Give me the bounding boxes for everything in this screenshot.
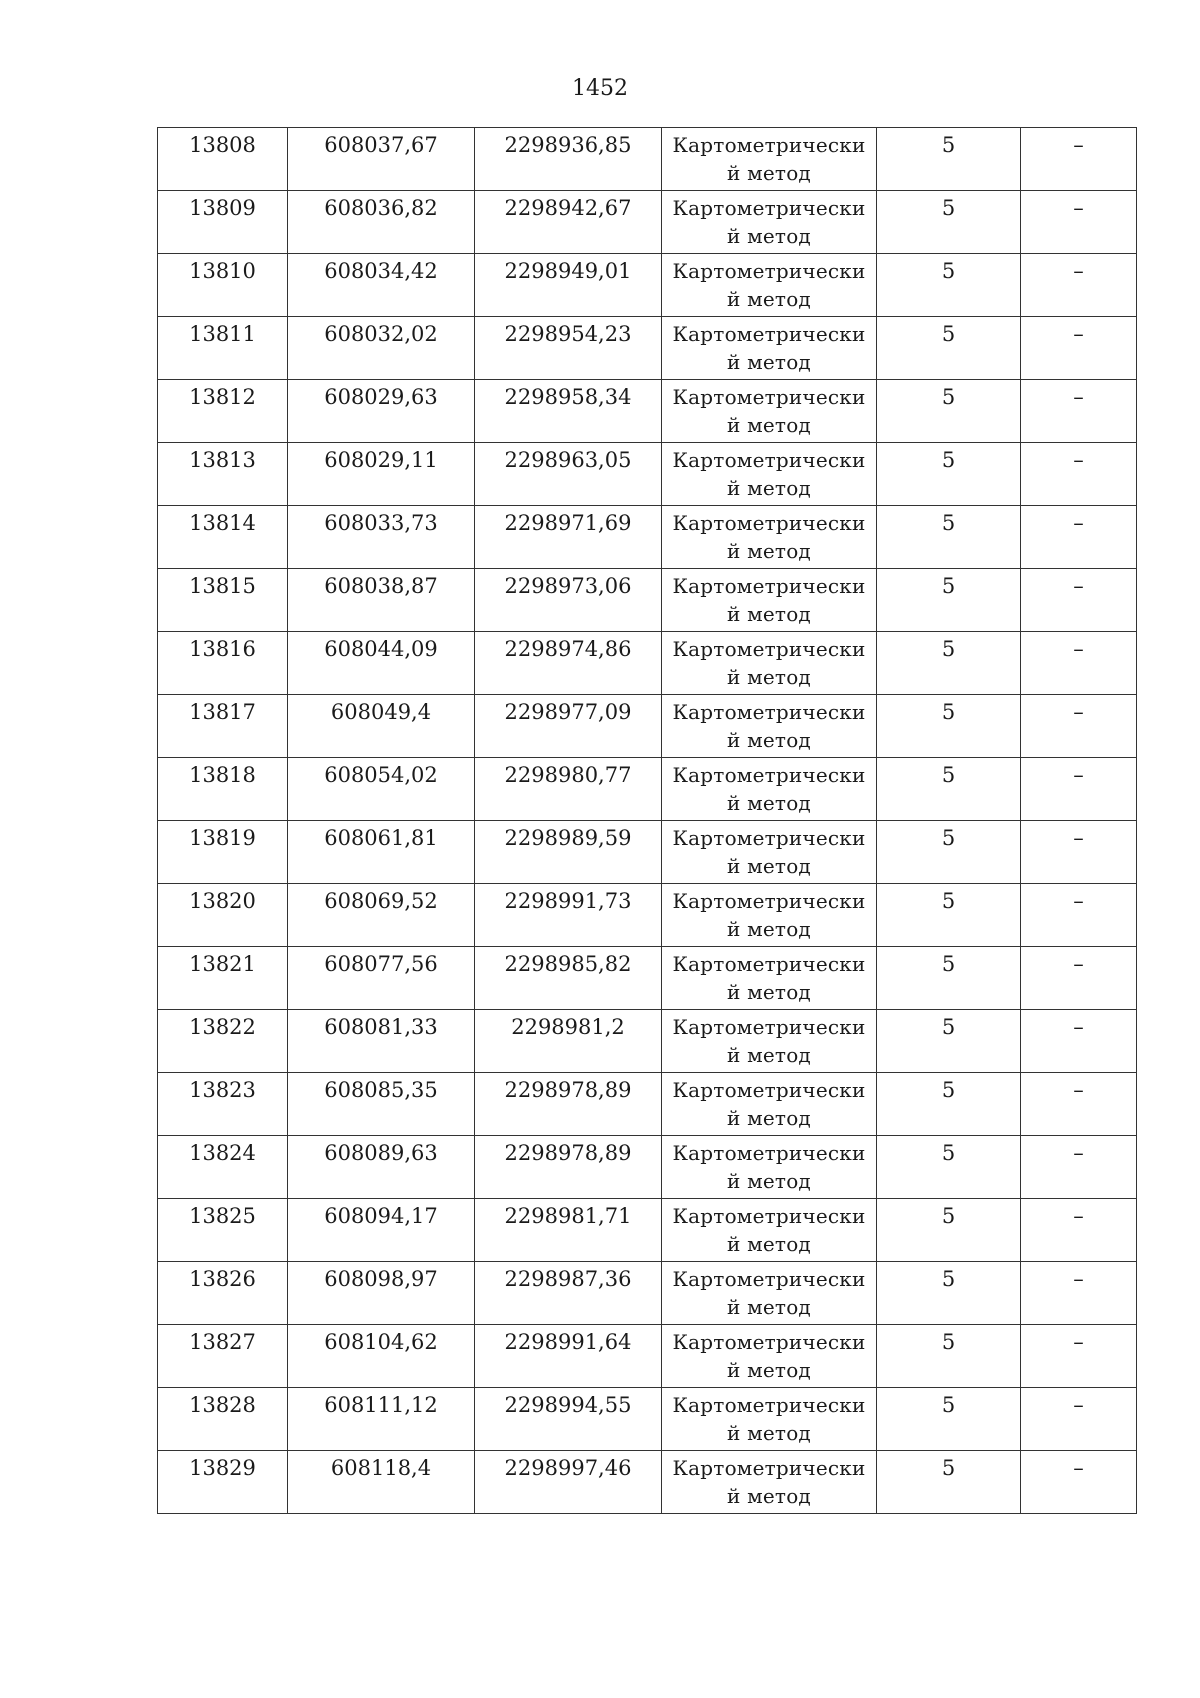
method-text-line2: й метод <box>727 350 811 374</box>
x-coordinate-cell: 608077,56 <box>288 947 475 1010</box>
y-coordinate-cell: 2298980,77 <box>475 758 662 821</box>
table-row <box>158 884 1137 947</box>
accuracy-cell: 5 <box>877 443 1021 506</box>
method-text-line2: й метод <box>727 980 811 1004</box>
method-text-line2: й метод <box>727 1358 811 1382</box>
method-text-line1: Картометрически <box>672 889 866 913</box>
method-text-line2: й метод <box>727 1232 811 1256</box>
x-coordinate-cell: 608029,11 <box>288 443 475 506</box>
table-row <box>158 506 1137 569</box>
point-number-cell: 13810 <box>158 254 288 317</box>
note-cell: – <box>1021 1136 1137 1199</box>
point-number-cell: 13822 <box>158 1010 288 1073</box>
method-text-line1: Картометрически <box>672 1330 866 1354</box>
table-row <box>158 947 1137 1010</box>
method-cell <box>662 254 877 317</box>
y-coordinate-cell: 2298971,69 <box>475 506 662 569</box>
method-cell <box>662 191 877 254</box>
x-coordinate-cell: 608033,73 <box>288 506 475 569</box>
y-coordinate-cell: 2298987,36 <box>475 1262 662 1325</box>
point-number-cell: 13823 <box>158 1073 288 1136</box>
accuracy-cell: 5 <box>877 191 1021 254</box>
x-coordinate-cell: 608094,17 <box>288 1199 475 1262</box>
x-coordinate-cell: 608085,35 <box>288 1073 475 1136</box>
point-number-cell: 13821 <box>158 947 288 1010</box>
method-text-line1: Картометрически <box>672 511 866 535</box>
note-cell: – <box>1021 632 1137 695</box>
accuracy-cell: 5 <box>877 1010 1021 1073</box>
x-coordinate-cell: 608044,09 <box>288 632 475 695</box>
method-cell <box>662 317 877 380</box>
point-number-cell: 13828 <box>158 1388 288 1451</box>
point-number-cell: 13820 <box>158 884 288 947</box>
table-row <box>158 317 1137 380</box>
table-row <box>158 1073 1137 1136</box>
note-cell: – <box>1021 380 1137 443</box>
accuracy-cell: 5 <box>877 758 1021 821</box>
method-text-line2: й метод <box>727 1106 811 1130</box>
accuracy-cell: 5 <box>877 947 1021 1010</box>
table-row <box>158 695 1137 758</box>
accuracy-cell: 5 <box>877 1388 1021 1451</box>
table-row <box>158 1199 1137 1262</box>
y-coordinate-cell: 2298989,59 <box>475 821 662 884</box>
table-row <box>158 191 1137 254</box>
method-text-line2: й метод <box>727 665 811 689</box>
accuracy-cell: 5 <box>877 506 1021 569</box>
method-text-line1: Картометрически <box>672 1204 866 1228</box>
point-number-cell: 13813 <box>158 443 288 506</box>
accuracy-cell: 5 <box>877 821 1021 884</box>
table-row <box>158 632 1137 695</box>
method-text-line2: й метод <box>727 1169 811 1193</box>
table-row <box>158 1010 1137 1073</box>
note-cell: – <box>1021 443 1137 506</box>
y-coordinate-cell: 2298978,89 <box>475 1136 662 1199</box>
method-text-line1: Картометрически <box>672 322 866 346</box>
accuracy-cell: 5 <box>877 1262 1021 1325</box>
point-number-cell: 13826 <box>158 1262 288 1325</box>
note-cell: – <box>1021 1073 1137 1136</box>
x-coordinate-cell: 608069,52 <box>288 884 475 947</box>
point-number-cell: 13812 <box>158 380 288 443</box>
method-cell <box>662 380 877 443</box>
note-cell: – <box>1021 695 1137 758</box>
method-text-line1: Картометрически <box>672 259 866 283</box>
method-text-line2: й метод <box>727 854 811 878</box>
method-cell <box>662 1262 877 1325</box>
y-coordinate-cell: 2298985,82 <box>475 947 662 1010</box>
point-number-cell: 13818 <box>158 758 288 821</box>
table-row <box>158 758 1137 821</box>
method-cell <box>662 947 877 1010</box>
y-coordinate-cell: 2298997,46 <box>475 1451 662 1514</box>
note-cell: – <box>1021 317 1137 380</box>
method-text-line2: й метод <box>727 161 811 185</box>
x-coordinate-cell: 608036,82 <box>288 191 475 254</box>
point-number-cell: 13829 <box>158 1451 288 1514</box>
y-coordinate-cell: 2298977,09 <box>475 695 662 758</box>
method-text-line2: й метод <box>727 224 811 248</box>
table-row <box>158 380 1137 443</box>
method-cell <box>662 1073 877 1136</box>
table-row <box>158 1136 1137 1199</box>
method-text-line1: Картометрически <box>672 133 866 157</box>
y-coordinate-cell: 2298936,85 <box>475 128 662 191</box>
method-cell <box>662 569 877 632</box>
x-coordinate-cell: 608098,97 <box>288 1262 475 1325</box>
method-text-line1: Картометрически <box>672 952 866 976</box>
y-coordinate-cell: 2298942,67 <box>475 191 662 254</box>
note-cell: – <box>1021 506 1137 569</box>
accuracy-cell: 5 <box>877 1325 1021 1388</box>
note-cell: – <box>1021 254 1137 317</box>
note-cell: – <box>1021 758 1137 821</box>
method-cell <box>662 1199 877 1262</box>
method-text-line2: й метод <box>727 413 811 437</box>
method-text-line1: Картометрически <box>672 637 866 661</box>
note-cell: – <box>1021 947 1137 1010</box>
x-coordinate-cell: 608034,42 <box>288 254 475 317</box>
method-text-line2: й метод <box>727 1295 811 1319</box>
point-number-cell: 13811 <box>158 317 288 380</box>
method-text-line1: Картометрически <box>672 448 866 472</box>
table-row <box>158 821 1137 884</box>
table-row <box>158 1451 1137 1514</box>
accuracy-cell: 5 <box>877 317 1021 380</box>
accuracy-cell: 5 <box>877 632 1021 695</box>
method-text-line1: Картометрически <box>672 1141 866 1165</box>
accuracy-cell: 5 <box>877 1199 1021 1262</box>
note-cell: – <box>1021 821 1137 884</box>
method-text-line1: Картометрически <box>672 1456 866 1480</box>
method-text-line2: й метод <box>727 1043 811 1067</box>
y-coordinate-cell: 2298954,23 <box>475 317 662 380</box>
note-cell: – <box>1021 1010 1137 1073</box>
method-text-line2: й метод <box>727 287 811 311</box>
method-text-line1: Картометрически <box>672 196 866 220</box>
y-coordinate-cell: 2298958,34 <box>475 380 662 443</box>
method-text-line1: Картометрически <box>672 1015 866 1039</box>
point-number-cell: 13814 <box>158 506 288 569</box>
method-text-line1: Картометрически <box>672 385 866 409</box>
x-coordinate-cell: 608104,62 <box>288 1325 475 1388</box>
method-text-line2: й метод <box>727 728 811 752</box>
x-coordinate-cell: 608038,87 <box>288 569 475 632</box>
accuracy-cell: 5 <box>877 1073 1021 1136</box>
method-cell <box>662 884 877 947</box>
method-text-line2: й метод <box>727 1421 811 1445</box>
accuracy-cell: 5 <box>877 569 1021 632</box>
method-text-line2: й метод <box>727 602 811 626</box>
table-row <box>158 1262 1137 1325</box>
accuracy-cell: 5 <box>877 128 1021 191</box>
method-text-line1: Картометрически <box>672 826 866 850</box>
method-text-line1: Картометрически <box>672 1078 866 1102</box>
y-coordinate-cell: 2298978,89 <box>475 1073 662 1136</box>
method-text-line2: й метод <box>727 476 811 500</box>
method-cell <box>662 128 877 191</box>
method-cell <box>662 1388 877 1451</box>
method-cell <box>662 443 877 506</box>
point-number-cell: 13819 <box>158 821 288 884</box>
method-text-line1: Картометрически <box>672 1267 866 1291</box>
coordinates-table-body <box>158 128 1137 1514</box>
method-cell <box>662 1451 877 1514</box>
x-coordinate-cell: 608029,63 <box>288 380 475 443</box>
method-cell <box>662 632 877 695</box>
method-cell <box>662 506 877 569</box>
method-cell <box>662 1010 877 1073</box>
point-number-cell: 13827 <box>158 1325 288 1388</box>
method-cell <box>662 758 877 821</box>
method-text-line2: й метод <box>727 539 811 563</box>
note-cell: – <box>1021 1325 1137 1388</box>
accuracy-cell: 5 <box>877 254 1021 317</box>
method-text-line1: Картометрически <box>672 700 866 724</box>
x-coordinate-cell: 608089,63 <box>288 1136 475 1199</box>
accuracy-cell: 5 <box>877 380 1021 443</box>
point-number-cell: 13816 <box>158 632 288 695</box>
x-coordinate-cell: 608061,81 <box>288 821 475 884</box>
table-row <box>158 1388 1137 1451</box>
note-cell: – <box>1021 569 1137 632</box>
accuracy-cell: 5 <box>877 884 1021 947</box>
note-cell: – <box>1021 128 1137 191</box>
x-coordinate-cell: 608054,02 <box>288 758 475 821</box>
table-row <box>158 254 1137 317</box>
y-coordinate-cell: 2298994,55 <box>475 1388 662 1451</box>
x-coordinate-cell: 608037,67 <box>288 128 475 191</box>
note-cell: – <box>1021 1262 1137 1325</box>
point-number-cell: 13825 <box>158 1199 288 1262</box>
note-cell: – <box>1021 884 1137 947</box>
method-text-line1: Картометрически <box>672 1393 866 1417</box>
y-coordinate-cell: 2298949,01 <box>475 254 662 317</box>
y-coordinate-cell: 2298991,64 <box>475 1325 662 1388</box>
y-coordinate-cell: 2298963,05 <box>475 443 662 506</box>
accuracy-cell: 5 <box>877 1136 1021 1199</box>
method-text-line2: й метод <box>727 917 811 941</box>
method-text-line1: Картометрически <box>672 763 866 787</box>
x-coordinate-cell: 608111,12 <box>288 1388 475 1451</box>
y-coordinate-cell: 2298991,73 <box>475 884 662 947</box>
table-row <box>158 128 1137 191</box>
note-cell: – <box>1021 1388 1137 1451</box>
point-number-cell: 13808 <box>158 128 288 191</box>
point-number-cell: 13809 <box>158 191 288 254</box>
table-row <box>158 569 1137 632</box>
x-coordinate-cell: 608081,33 <box>288 1010 475 1073</box>
method-text-line2: й метод <box>727 791 811 815</box>
y-coordinate-cell: 2298974,86 <box>475 632 662 695</box>
y-coordinate-cell: 2298981,71 <box>475 1199 662 1262</box>
page-number: 1452 <box>572 76 628 101</box>
note-cell: – <box>1021 191 1137 254</box>
accuracy-cell: 5 <box>877 1451 1021 1514</box>
point-number-cell: 13817 <box>158 695 288 758</box>
method-text-line2: й метод <box>727 1484 811 1508</box>
coordinates-table <box>157 127 1137 1514</box>
method-cell <box>662 1136 877 1199</box>
table-row <box>158 443 1137 506</box>
table-row <box>158 1325 1137 1388</box>
note-cell: – <box>1021 1199 1137 1262</box>
point-number-cell: 13815 <box>158 569 288 632</box>
y-coordinate-cell: 2298973,06 <box>475 569 662 632</box>
accuracy-cell: 5 <box>877 695 1021 758</box>
method-text-line1: Картометрически <box>672 574 866 598</box>
x-coordinate-cell: 608118,4 <box>288 1451 475 1514</box>
x-coordinate-cell: 608032,02 <box>288 317 475 380</box>
method-cell <box>662 821 877 884</box>
method-cell <box>662 695 877 758</box>
point-number-cell: 13824 <box>158 1136 288 1199</box>
y-coordinate-cell: 2298981,2 <box>475 1010 662 1073</box>
x-coordinate-cell: 608049,4 <box>288 695 475 758</box>
method-cell <box>662 1325 877 1388</box>
note-cell: – <box>1021 1451 1137 1514</box>
